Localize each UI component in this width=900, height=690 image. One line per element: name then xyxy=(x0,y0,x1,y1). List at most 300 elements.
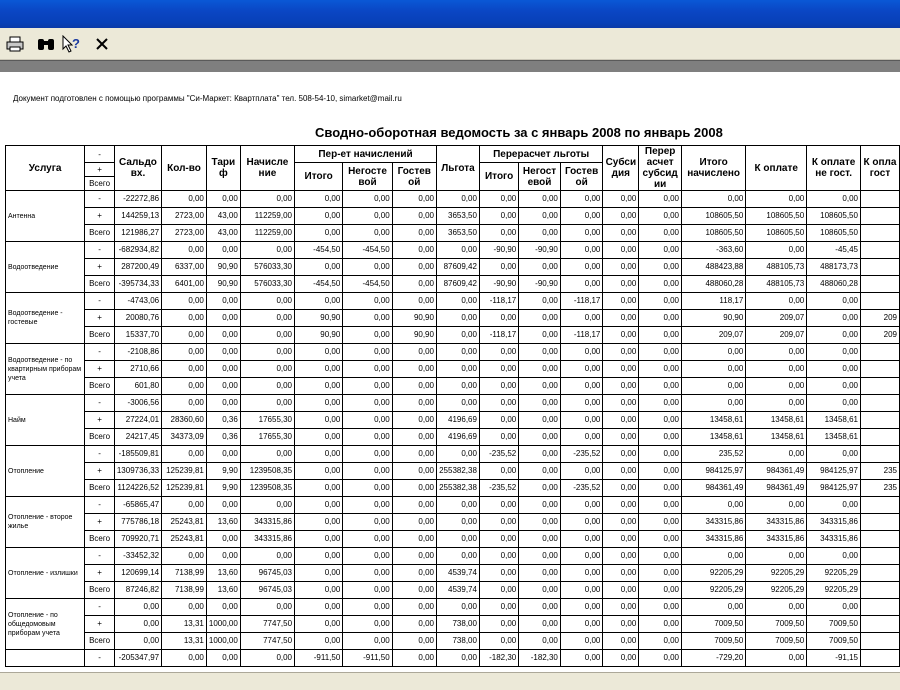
table-cell: 0,00 xyxy=(392,582,436,599)
table-cell: -395734,33 xyxy=(114,276,161,293)
table-cell: 0,00 xyxy=(295,191,343,208)
table-cell: 0,00 xyxy=(343,191,392,208)
table-cell: 17655,30 xyxy=(240,429,294,446)
table-cell: 121986,27 xyxy=(114,225,161,242)
table-cell: 709920,71 xyxy=(114,531,161,548)
row-sign: - xyxy=(85,395,115,412)
table-cell: 0,00 xyxy=(560,378,603,395)
table-cell: 343315,86 xyxy=(682,531,746,548)
table-row xyxy=(6,599,900,616)
table-cell: 90,90 xyxy=(392,310,436,327)
table-cell: 92205,29 xyxy=(682,582,746,599)
table-cell: 0,00 xyxy=(639,599,682,616)
table-cell: 0,00 xyxy=(479,514,518,531)
table-cell: 90,90 xyxy=(295,310,343,327)
table-cell: 0,00 xyxy=(479,225,518,242)
table-cell: 0,00 xyxy=(295,463,343,480)
table-cell: 0,00 xyxy=(479,361,518,378)
table-cell: 0,00 xyxy=(682,378,746,395)
table-cell: 0,00 xyxy=(519,327,561,344)
table-cell: 0,00 xyxy=(479,599,518,616)
table-cell: 0,00 xyxy=(162,344,207,361)
table-cell: -4743,06 xyxy=(114,293,161,310)
table-cell: 0,00 xyxy=(392,548,436,565)
table-cell: 984125,97 xyxy=(807,480,861,497)
table-cell: 0,00 xyxy=(560,225,603,242)
table-cell xyxy=(860,514,899,531)
table-cell: 0,00 xyxy=(240,548,294,565)
col-benefit: Льгота xyxy=(436,146,479,191)
table-cell: 0,00 xyxy=(343,599,392,616)
table-cell: 0,00 xyxy=(603,616,639,633)
table-cell: 4539,74 xyxy=(436,582,479,599)
col-brecalc-group: Перерасчет льготы xyxy=(479,146,602,163)
table-cell: 6337,00 xyxy=(162,259,207,276)
close-icon[interactable] xyxy=(91,33,113,55)
binoculars-icon[interactable] xyxy=(35,33,57,55)
table-cell: 0,00 xyxy=(206,293,240,310)
table-cell: 0,00 xyxy=(603,582,639,599)
table-cell: 0,00 xyxy=(519,293,561,310)
table-cell: 0,00 xyxy=(479,463,518,480)
printer-icon[interactable] xyxy=(4,33,26,55)
table-cell: 0,00 xyxy=(603,242,639,259)
table-cell: 0,00 xyxy=(343,633,392,650)
table-cell: 0,00 xyxy=(436,191,479,208)
table-cell: 92205,29 xyxy=(746,565,807,582)
table-cell: 0,00 xyxy=(807,497,861,514)
status-bar xyxy=(0,672,900,690)
row-sign: - xyxy=(85,242,115,259)
service-name: Отопление xyxy=(6,446,85,497)
table-cell xyxy=(860,225,899,242)
table-cell: 0,00 xyxy=(519,259,561,276)
table-cell: 7009,50 xyxy=(682,616,746,633)
table-cell: 0,00 xyxy=(343,344,392,361)
table-cell: 0,00 xyxy=(295,208,343,225)
table-cell: 1000,00 xyxy=(206,616,240,633)
table-row xyxy=(6,378,900,395)
table-cell: 0,00 xyxy=(162,497,207,514)
table-cell: -454,50 xyxy=(295,242,343,259)
table-cell: 9,90 xyxy=(206,463,240,480)
table-cell: 125239,81 xyxy=(162,463,207,480)
table-cell: 0,00 xyxy=(560,259,603,276)
table-cell: 0,00 xyxy=(343,497,392,514)
table-cell: 0,00 xyxy=(560,582,603,599)
table-cell: 0,00 xyxy=(682,395,746,412)
table-cell: 0,00 xyxy=(392,429,436,446)
table-cell: 0,00 xyxy=(807,344,861,361)
table-cell: 0,00 xyxy=(603,514,639,531)
table-cell: 87246,82 xyxy=(114,582,161,599)
table-cell: 0,00 xyxy=(162,191,207,208)
table-cell: 0,00 xyxy=(240,293,294,310)
table-cell: -45,45 xyxy=(807,242,861,259)
table-cell xyxy=(860,395,899,412)
table-cell: 0,00 xyxy=(206,242,240,259)
service-name: Отопление - второе жилье xyxy=(6,497,85,548)
table-cell: 90,90 xyxy=(295,327,343,344)
table-cell: 112259,00 xyxy=(240,208,294,225)
table-cell xyxy=(860,293,899,310)
table-cell: 984125,97 xyxy=(682,463,746,480)
table-cell: 209 xyxy=(860,310,899,327)
row-sign: - xyxy=(85,344,115,361)
table-cell: 25243,81 xyxy=(162,531,207,548)
row-sign: Всего xyxy=(85,582,115,599)
table-cell: 0,00 xyxy=(603,412,639,429)
table-cell: 0,00 xyxy=(392,463,436,480)
table-cell: 0,00 xyxy=(240,378,294,395)
table-cell: 0,00 xyxy=(807,599,861,616)
table-cell: 0,00 xyxy=(295,412,343,429)
table-cell: 0,00 xyxy=(295,259,343,276)
table-cell: 87609,42 xyxy=(436,276,479,293)
table-cell: 0,00 xyxy=(206,531,240,548)
table-cell: 255382,38 xyxy=(436,480,479,497)
table-cell: 0,00 xyxy=(479,259,518,276)
table-cell: 0,00 xyxy=(807,293,861,310)
table-row xyxy=(6,293,900,310)
table-cell: 0,00 xyxy=(206,599,240,616)
table-cell: 7747,50 xyxy=(240,616,294,633)
table-cell: 0,00 xyxy=(603,378,639,395)
table-cell xyxy=(860,565,899,582)
table-cell: 0,00 xyxy=(560,497,603,514)
table-cell: 0,00 xyxy=(603,310,639,327)
table-cell: 0,00 xyxy=(392,446,436,463)
table-cell: 108605,50 xyxy=(746,225,807,242)
help-pointer-icon[interactable] xyxy=(60,33,82,55)
table-cell: 0,00 xyxy=(295,548,343,565)
table-cell: 1124226,52 xyxy=(114,480,161,497)
table-cell: 34373,09 xyxy=(162,429,207,446)
table-cell: 0,00 xyxy=(560,633,603,650)
table-cell: 0,00 xyxy=(603,259,639,276)
table-cell: 144259,13 xyxy=(114,208,161,225)
table-cell: 0,00 xyxy=(519,497,561,514)
col-total-charged: Итого начислено xyxy=(682,146,746,191)
table-cell: 235,52 xyxy=(682,446,746,463)
table-row xyxy=(6,463,900,480)
table-cell: 0,00 xyxy=(560,650,603,667)
table-cell: 0,00 xyxy=(479,497,518,514)
table-cell: 775786,18 xyxy=(114,514,161,531)
table-cell: 13458,61 xyxy=(746,412,807,429)
service-name: Водоотведение - по квартирным приборам учета xyxy=(6,344,85,395)
table-row xyxy=(6,514,900,531)
table-cell: 0,00 xyxy=(560,276,603,293)
table-cell: 0,00 xyxy=(639,327,682,344)
table-cell: 13458,61 xyxy=(807,429,861,446)
table-cell: 0,00 xyxy=(807,327,861,344)
table-cell: 0,00 xyxy=(807,548,861,565)
table-cell: 255382,38 xyxy=(436,463,479,480)
table-cell: 0,00 xyxy=(639,582,682,599)
table-cell: 28360,60 xyxy=(162,412,207,429)
col-recalc-guest: Гостев ой xyxy=(392,163,436,191)
table-cell: -205347,97 xyxy=(114,650,161,667)
table-cell: 0,00 xyxy=(560,531,603,548)
table-cell: -118,17 xyxy=(479,293,518,310)
table-cell: 0,00 xyxy=(343,446,392,463)
table-cell: 0,00 xyxy=(436,650,479,667)
col-brecalc-nonguest: Негост евой xyxy=(519,163,561,191)
table-cell: 0,00 xyxy=(343,225,392,242)
table-cell: 0,00 xyxy=(639,242,682,259)
table-cell: 0,00 xyxy=(746,293,807,310)
table-cell: 27224,01 xyxy=(114,412,161,429)
table-cell: 1309736,33 xyxy=(114,463,161,480)
table-cell: 0,00 xyxy=(807,395,861,412)
table-cell: 0,00 xyxy=(639,548,682,565)
table-row xyxy=(6,327,900,344)
table-cell: 738,00 xyxy=(436,633,479,650)
report-title: Сводно-оборотная ведомость за с январь 2008 по январь 2008 xyxy=(315,125,723,140)
row-sign: - xyxy=(85,446,115,463)
table-cell: 0,00 xyxy=(639,191,682,208)
table-cell: -235,52 xyxy=(560,446,603,463)
table-cell: 287200,49 xyxy=(114,259,161,276)
col-recalc-total: Итого xyxy=(295,163,343,191)
table-cell: 0,00 xyxy=(343,293,392,310)
table-cell: 0,00 xyxy=(639,429,682,446)
table-cell: 43,00 xyxy=(206,225,240,242)
table-cell: -454,50 xyxy=(343,242,392,259)
row-sign: Всего xyxy=(85,531,115,548)
col-to-pay: К оплате xyxy=(746,146,807,191)
table-cell xyxy=(860,378,899,395)
table-cell: 0,00 xyxy=(519,599,561,616)
table-cell: 0,00 xyxy=(519,225,561,242)
table-row xyxy=(6,276,900,293)
table-cell xyxy=(860,259,899,276)
table-cell: 0,00 xyxy=(682,599,746,616)
table-cell: 25243,81 xyxy=(162,514,207,531)
table-cell xyxy=(860,276,899,293)
table-cell: 0,00 xyxy=(206,191,240,208)
col-qty: Кол-во xyxy=(162,146,207,191)
table-cell: 0,00 xyxy=(392,208,436,225)
table-cell: -729,20 xyxy=(682,650,746,667)
table-cell: 984361,49 xyxy=(746,463,807,480)
table-cell: 235 xyxy=(860,480,899,497)
table-cell: 13,31 xyxy=(162,616,207,633)
table-cell: 96745,03 xyxy=(240,565,294,582)
table-cell: -22272,86 xyxy=(114,191,161,208)
table-cell: -454,50 xyxy=(295,276,343,293)
table-cell: 209,07 xyxy=(682,327,746,344)
col-service: Услуга xyxy=(6,146,85,191)
table-cell: 13,60 xyxy=(206,514,240,531)
row-sign: + xyxy=(85,616,115,633)
table-cell xyxy=(860,446,899,463)
table-cell: 0,00 xyxy=(639,565,682,582)
table-cell: 209 xyxy=(860,327,899,344)
ruler-bar xyxy=(0,60,900,72)
row-sign: Всего xyxy=(85,225,115,242)
table-cell: 0,00 xyxy=(295,446,343,463)
table-cell: -91,15 xyxy=(807,650,861,667)
table-cell: 0,00 xyxy=(682,548,746,565)
table-cell: 0,00 xyxy=(519,582,561,599)
table-cell xyxy=(860,531,899,548)
table-cell: 0,00 xyxy=(603,191,639,208)
table-row xyxy=(6,565,900,582)
table-cell: 488423,88 xyxy=(682,259,746,276)
table-cell: 0,00 xyxy=(639,395,682,412)
table-row xyxy=(6,429,900,446)
table-cell: 17655,30 xyxy=(240,412,294,429)
table-cell: 20080,76 xyxy=(114,310,161,327)
table-row xyxy=(6,412,900,429)
table-cell: -2108,86 xyxy=(114,344,161,361)
table-cell: 0,00 xyxy=(206,344,240,361)
table-cell: 0,00 xyxy=(436,242,479,259)
table-cell: -235,52 xyxy=(479,446,518,463)
row-sign: - xyxy=(85,599,115,616)
table-row xyxy=(6,344,900,361)
table-cell: 0,00 xyxy=(295,531,343,548)
table-cell: 24217,45 xyxy=(114,429,161,446)
table-cell: 0,00 xyxy=(519,344,561,361)
table-cell: 0,00 xyxy=(519,548,561,565)
table-cell: 4196,69 xyxy=(436,412,479,429)
table-row xyxy=(6,616,900,633)
table-cell: 0,00 xyxy=(746,548,807,565)
table-cell: 0,00 xyxy=(343,310,392,327)
table-cell: 0,00 xyxy=(343,548,392,565)
table-cell: 1239508,35 xyxy=(240,463,294,480)
table-cell: -182,30 xyxy=(519,650,561,667)
table-cell: 0,00 xyxy=(295,633,343,650)
table-cell: 0,00 xyxy=(479,191,518,208)
table-cell: 0,00 xyxy=(639,361,682,378)
table-cell: 0,00 xyxy=(436,310,479,327)
table-row xyxy=(6,633,900,650)
table-cell: 0,00 xyxy=(639,514,682,531)
row-sign: + xyxy=(85,463,115,480)
table-cell: 7009,50 xyxy=(746,616,807,633)
row-sign: Всего xyxy=(85,378,115,395)
table-cell: 0,00 xyxy=(560,565,603,582)
table-cell: 0,00 xyxy=(343,531,392,548)
table-cell: -65865,47 xyxy=(114,497,161,514)
table-cell: 0,00 xyxy=(603,599,639,616)
table-cell: 0,00 xyxy=(639,497,682,514)
table-cell: 488060,28 xyxy=(807,276,861,293)
table-cell: 0,00 xyxy=(162,242,207,259)
table-cell: 0,00 xyxy=(295,599,343,616)
table-cell: 0,00 xyxy=(603,208,639,225)
table-row xyxy=(6,242,900,259)
table-cell: 0,00 xyxy=(479,344,518,361)
table-cell: 0,00 xyxy=(392,633,436,650)
table-cell: 343315,86 xyxy=(240,514,294,531)
table-cell: 9,90 xyxy=(206,480,240,497)
table-cell: 0,00 xyxy=(206,310,240,327)
table-cell: 0,00 xyxy=(479,395,518,412)
table-cell: 0,00 xyxy=(479,310,518,327)
table-cell: 0,00 xyxy=(206,361,240,378)
table-cell: 0,00 xyxy=(639,293,682,310)
table-cell: 0,00 xyxy=(639,276,682,293)
table-cell: 13,60 xyxy=(206,565,240,582)
table-cell: -185509,81 xyxy=(114,446,161,463)
table-cell: 209,07 xyxy=(746,327,807,344)
table-cell: 343315,86 xyxy=(746,531,807,548)
table-cell: 0,00 xyxy=(436,344,479,361)
table-cell xyxy=(860,429,899,446)
table-cell: -118,17 xyxy=(479,327,518,344)
table-cell: 92205,29 xyxy=(746,582,807,599)
table-cell: 0,00 xyxy=(240,650,294,667)
table-cell: 0,00 xyxy=(519,565,561,582)
table-cell: 0,00 xyxy=(519,310,561,327)
table-cell: 0,00 xyxy=(639,446,682,463)
table-cell: 0,00 xyxy=(206,327,240,344)
table-cell: 0,00 xyxy=(162,293,207,310)
table-cell xyxy=(860,361,899,378)
table-cell: 235 xyxy=(860,463,899,480)
table-cell: 0,00 xyxy=(639,480,682,497)
table-cell: 118,17 xyxy=(682,293,746,310)
table-row xyxy=(6,497,900,514)
row-sign: + xyxy=(85,565,115,582)
table-cell: 343315,86 xyxy=(682,514,746,531)
table-cell: 0,00 xyxy=(206,548,240,565)
table-cell: 7009,50 xyxy=(807,616,861,633)
svg-text:?: ? xyxy=(72,36,80,51)
table-cell xyxy=(860,650,899,667)
table-cell: 488060,28 xyxy=(682,276,746,293)
table-cell: 0,00 xyxy=(392,616,436,633)
table-cell: 0,00 xyxy=(560,208,603,225)
table-cell: 0,00 xyxy=(162,650,207,667)
table-cell: 0,00 xyxy=(436,378,479,395)
table-cell: 0,00 xyxy=(392,514,436,531)
table-cell: 0,00 xyxy=(746,361,807,378)
table-cell: 0,00 xyxy=(639,310,682,327)
table-cell: 90,90 xyxy=(682,310,746,327)
table-cell: 120699,14 xyxy=(114,565,161,582)
table-cell: 0,00 xyxy=(114,633,161,650)
table-cell: 0,00 xyxy=(343,616,392,633)
table-cell: 0,00 xyxy=(560,616,603,633)
table-cell: 0,00 xyxy=(519,633,561,650)
table-cell: 0,00 xyxy=(295,480,343,497)
table-cell: 13,60 xyxy=(206,582,240,599)
table-row xyxy=(6,480,900,497)
table-cell: 0,00 xyxy=(603,497,639,514)
table-cell: 0,00 xyxy=(295,293,343,310)
table-cell: 0,00 xyxy=(639,463,682,480)
table-cell: 0,00 xyxy=(519,531,561,548)
table-cell: 576033,30 xyxy=(240,259,294,276)
table-cell: 108605,50 xyxy=(682,225,746,242)
table-cell: 0,00 xyxy=(603,327,639,344)
table-cell: 0,00 xyxy=(560,599,603,616)
table-cell: 1000,00 xyxy=(206,633,240,650)
table-cell: 0,00 xyxy=(343,582,392,599)
row-sign: - xyxy=(85,191,115,208)
table-cell: 0,00 xyxy=(479,378,518,395)
table-cell: 0,00 xyxy=(603,463,639,480)
table-header xyxy=(6,146,900,191)
table-cell: 0,00 xyxy=(479,565,518,582)
table-cell: 0,00 xyxy=(206,446,240,463)
